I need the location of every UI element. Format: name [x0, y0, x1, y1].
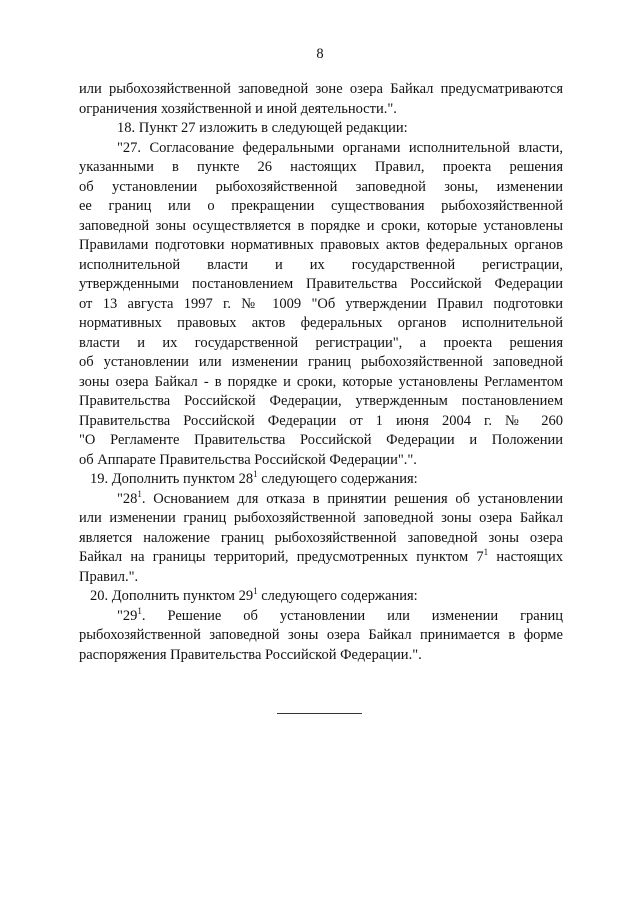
- text-line: [79, 314, 563, 334]
- text-line: [79, 295, 563, 315]
- text-line: [79, 256, 563, 276]
- text-segment: рыбохозяйственной заповедной зоны озера Байкал принимается в форме: [79, 627, 563, 643]
- text-line: [79, 529, 563, 549]
- text-line: [79, 451, 563, 471]
- text-line: [79, 100, 563, 120]
- text-line: [79, 178, 563, 198]
- end-of-text-rule: [277, 713, 362, 714]
- text-line: [79, 431, 563, 451]
- text-segment: Правилами подготовки нормативных правовых актов федеральных органов: [79, 237, 563, 253]
- text-line: [79, 626, 563, 646]
- text-line: [79, 646, 563, 666]
- text-segment: 19. Дополнить пунктом 28: [90, 471, 254, 487]
- text-line: [79, 80, 563, 100]
- text-line: [79, 353, 563, 373]
- text-segment: является наложение границ рыбохозяйственной заповедной зоны озера: [79, 529, 563, 546]
- text-segment: ограничения хозяйственной и иной деятельности.".: [79, 100, 397, 117]
- text-segment: или изменении границ рыбохозяйственной заповедной зоны озера Байкал: [79, 510, 563, 526]
- superscript: 1: [253, 586, 258, 596]
- text-segment: "О Регламенте Правительства Российской Федерации и Положении: [79, 432, 563, 448]
- text-line: [79, 217, 563, 237]
- text-segment: или рыбохозяйственной заповедной зоне озера Байкал предусматриваются: [79, 81, 563, 97]
- text-segment: "29: [117, 607, 138, 624]
- text-line: [79, 275, 563, 295]
- text-segment: от 13 августа 1997 г. № 1009 "Об утверждении Правил подготовки: [79, 295, 563, 312]
- text-line: [79, 139, 563, 159]
- text-segment: власти и их государственной регистрации", а проекта решения: [79, 334, 563, 351]
- text-line: [79, 548, 563, 568]
- text-segment: исполнительной власти и их государственной регистрации,: [79, 256, 563, 273]
- text-segment: ее границ или о прекращении существования рыбохозяйственной: [79, 198, 563, 214]
- superscript: 1: [137, 488, 142, 499]
- superscript: 1: [253, 469, 258, 479]
- text-segment: Правил.".: [79, 568, 139, 585]
- text-segment: следующего содержания:: [257, 588, 418, 604]
- text-segment: об установлении рыбохозяйственной заповедной зоны, изменении: [79, 178, 563, 195]
- text-line: [79, 587, 563, 607]
- text-segment: распоряжения Правительства Российской Федерации.".: [79, 646, 422, 663]
- text-segment: зоны озера Байкал - в порядке и сроки, которые установлены Регламентом: [79, 373, 563, 390]
- text-line: [79, 509, 563, 529]
- text-line: [79, 119, 563, 139]
- superscript: 1: [137, 605, 142, 616]
- text-segment: заповедной зоны осуществляется в порядке и сроки, которые установлены: [79, 217, 563, 234]
- text-line: [79, 392, 563, 412]
- text-segment: "28: [117, 490, 138, 507]
- text-segment: . Решение об установлении или изменении границ: [141, 607, 563, 624]
- text-segment: 20. Дополнить пунктом 29: [90, 588, 254, 604]
- text-segment: нормативных правовых актов федеральных органов исполнительной: [79, 315, 563, 331]
- text-segment: об установлении или изменении границ рыбохозяйственной заповедной: [79, 354, 563, 370]
- text-line: [79, 490, 563, 510]
- text-segment: указанными в пункте 26 настоящих Правил, проекта решения: [79, 159, 563, 175]
- text-segment: . Основанием для отказа в принятии решения об установлении: [141, 490, 563, 507]
- text-segment: об Аппарате Правительства Российской Федерации".".: [79, 451, 417, 468]
- document-body: [79, 80, 563, 665]
- text-segment: настоящих: [488, 549, 563, 565]
- superscript: 1: [483, 547, 489, 557]
- text-line: [79, 158, 563, 178]
- text-segment: Байкал на границы территорий, предусмотренных пунктом 7: [79, 549, 484, 565]
- text-line: [79, 412, 563, 432]
- text-segment: Правительства Российской Федерации от 1 июня 2004 г. № 260: [79, 412, 563, 429]
- text-line: [79, 373, 563, 393]
- text-line: [79, 568, 563, 588]
- text-segment: 18. Пункт 27 изложить в следующей редакции:: [117, 120, 408, 136]
- text-line: [79, 607, 563, 627]
- text-line: [79, 334, 563, 354]
- text-segment: "27. Согласование федеральными органами исполнительной власти,: [117, 139, 563, 156]
- text-line: [79, 470, 563, 490]
- text-line: [79, 236, 563, 256]
- page-number: 8: [316, 46, 324, 62]
- text-segment: Правительства Российской Федерации, утвержденным постановлением: [79, 393, 563, 409]
- text-segment: следующего содержания:: [257, 471, 418, 487]
- text-line: [79, 197, 563, 217]
- text-segment: утвержденными постановлением Правительства Российской Федерации: [79, 276, 563, 292]
